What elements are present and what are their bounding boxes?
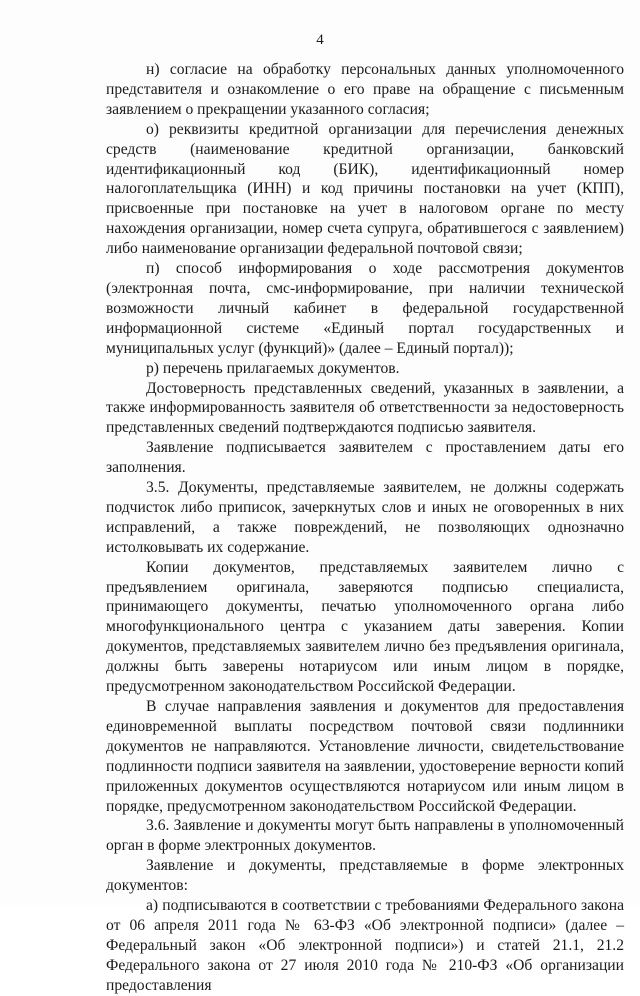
paragraph-signature: Заявление подписывается заявителем с проставлением даты его заполнения. <box>106 439 624 477</box>
page-number: 4 <box>316 32 324 48</box>
paragraph-n-consent: н) согласие на обработку персональных данных уполномоченного представителя и ознакомление о его праве на обращение с письменным заявлением о прекращении указанного согласия; <box>106 61 624 118</box>
paragraph-electronic-docs: Заявление и документы, представляемые в форме электронных документов: <box>106 857 624 895</box>
paragraph-3-6: 3.6. Заявление и документы могут быть направлены в уполномоченный орган в форме электронных документов. <box>106 817 624 855</box>
paragraph-3-5: 3.5. Документы, представляемые заявителем, не должны содержать подчисток либо приписок, зачеркнутых слов и иных не оговоренных в них исправлений, а также повреждений, не позволяющих однозначно истолковывать их содержание. <box>106 479 624 556</box>
paragraph-copies: Копии документов, представляемых заявителем лично с предъявлением оригинала, заверяются подписью специалиста, принимающего документы, печатью уполномоченного органа либо многофункционального центра с указанием даты заверения. Копии документов, представляемых заявителем лично без предъявления оригинала, должны быть заверены нотариусом или иным лицом в порядке, предусмотренном законодательством Российской Федерации. <box>106 558 624 696</box>
paragraph-r-attached-documents: р) перечень прилагаемых документов. <box>146 359 400 377</box>
paragraph-reliability: Достоверность представленных сведений, указанных в заявлении, а также информированность заявителя об ответственности за недостоверность представленных сведений подтверждаются подписью заявителя. <box>106 379 624 437</box>
paragraph-a-signed: а) подписываются в соответствии с требованиями Федерального закона от 06 апреля 2011 года № 63-ФЗ «Об электронной подписи» (далее – Федеральный закон «Об электронной подписи») и статей 21.1, 21.2 Федерального закона от 27 июля 2010 года № 210-ФЗ «Об организации предоставления <box>106 897 624 994</box>
paragraph-o-bank-details: о) реквизиты кредитной организации для перечисления денежных средств (наименование кредитной организации, банковский идентификационный код (БИК), идентификационный номер налогоплательщика (ИНН) и код причины постановки на учет (КПП), присвоенные при постановке на учет в налоговом органе по месту нахождения организации, номер счета супруга, обратившегося с заявлением) либо наименование организации федеральной почтовой связи; <box>106 120 624 258</box>
paragraph-p-notification-method: п) способ информирования о ходе рассмотрения документов (электронная почта, смс-информирование, при наличии технической возможности личный кабинет в федеральной государственной информационной системе «Единый портал государственных и муниципальных услуг (функций)» (далее – Единый портал)); <box>106 260 624 357</box>
document-body <box>106 60 624 996</box>
paragraph-postal: В случае направления заявления и документов для предоставления единовременной выплаты посредством почтовой связи подлинники документов не направляются. Установление личности, свидетельствование подлинности подписи заявителя на заявлении, удостоверение верности копий приложенных документов осуществляются нотариусом или иным лицом в порядке, предусмотренном законодательством Российской Федерации. <box>106 698 624 815</box>
